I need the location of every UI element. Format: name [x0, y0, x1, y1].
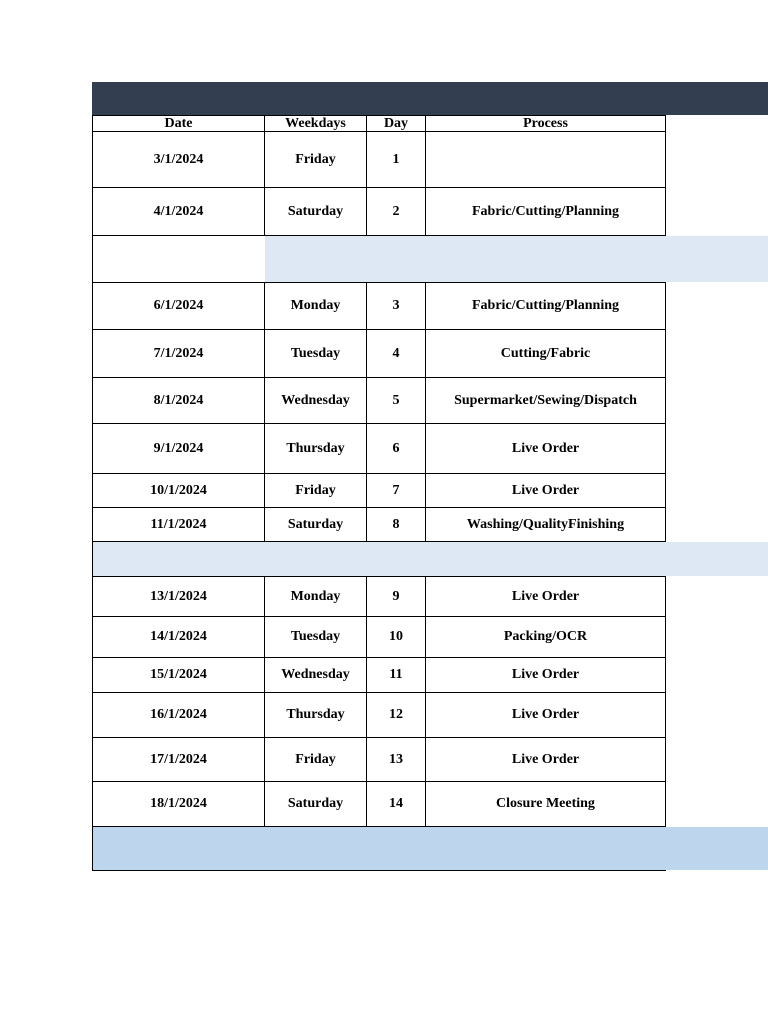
date-cell: 11/1/2024 [93, 508, 265, 541]
process-cell: Cutting/Fabric [500, 345, 591, 361]
day-cell: 6 [367, 424, 426, 473]
table-row [92, 693, 666, 738]
footer-band [92, 827, 768, 870]
header-day: Day [367, 116, 426, 131]
weekday-cell: Friday [265, 474, 367, 507]
date-cell: 9/1/2024 [93, 424, 265, 473]
day-cell: 2 [367, 188, 426, 235]
weekday-cell: Friday [265, 738, 367, 781]
table-row [92, 617, 666, 658]
table-row [92, 330, 666, 378]
process-cell: Packing/OCR [503, 629, 588, 644]
day-cell: 5 [367, 378, 426, 423]
process-cell: Live Order [511, 482, 580, 498]
day-cell: 11 [367, 658, 426, 692]
weekday-cell: Saturday [265, 188, 367, 235]
day-cell: 1 [367, 132, 426, 187]
process-cell: Closure Meeting [496, 796, 595, 811]
date-cell: 13/1/2024 [93, 577, 265, 616]
table-row [92, 188, 666, 236]
day-cell: 8 [367, 508, 426, 541]
weekday-cell: Thursday [265, 424, 367, 473]
day-cell: 10 [367, 617, 426, 657]
date-cell: 4/1/2024 [93, 188, 265, 235]
day-cell: 3 [367, 283, 426, 329]
date-cell: 8/1/2024 [93, 378, 265, 423]
process-cell [426, 132, 665, 187]
date-cell: 17/1/2024 [93, 738, 265, 781]
header-process: Process [523, 116, 568, 131]
weekday-cell: Tuesday [265, 617, 367, 657]
table-row [92, 576, 666, 617]
date-cell: 6/1/2024 [93, 283, 265, 329]
sunday-band [265, 236, 768, 282]
date-cell: 18/1/2024 [93, 782, 265, 826]
process-cell: Washing/QualityFinishing [466, 516, 625, 532]
weekday-cell: Saturday [265, 508, 367, 541]
day-cell: 4 [367, 330, 426, 377]
table-row [92, 132, 666, 188]
day-cell: 12 [367, 693, 426, 737]
date-cell: 15/1/2024 [93, 658, 265, 692]
date-cell: 7/1/2024 [93, 330, 265, 377]
day-cell: 13 [367, 738, 426, 781]
table-row [92, 282, 666, 330]
process-cell: Live Order [511, 751, 580, 767]
weekday-cell: Friday [265, 132, 367, 187]
sunday-gap-cell [92, 236, 266, 283]
weekday-cell: Wednesday [265, 658, 367, 692]
day-cell: 9 [367, 577, 426, 616]
weekday-cell: Wednesday [265, 378, 367, 423]
table-row [92, 658, 666, 693]
table-row [92, 474, 666, 508]
table-header [92, 115, 666, 132]
day-cell: 7 [367, 474, 426, 507]
table-row [92, 508, 666, 542]
weekday-cell: Monday [265, 283, 367, 329]
process-cell: Live Order [511, 667, 580, 682]
title-band [92, 82, 768, 115]
date-cell: 14/1/2024 [93, 617, 265, 657]
sunday-band [92, 542, 768, 576]
header-weekdays: Weekdays [265, 116, 367, 131]
weekday-cell: Tuesday [265, 330, 367, 377]
process-cell: Live Order [511, 588, 580, 604]
weekday-cell: Thursday [265, 693, 367, 737]
process-cell: Fabric/Cutting/Planning [471, 298, 620, 313]
table-row [92, 782, 666, 827]
weekday-cell: Saturday [265, 782, 367, 826]
process-cell: Supermarket/Sewing/Dispatch [454, 392, 637, 408]
date-cell: 3/1/2024 [93, 132, 265, 187]
table-row [92, 424, 666, 474]
date-cell: 16/1/2024 [93, 693, 265, 737]
process-cell: Live Order [511, 707, 580, 722]
footer-rule [92, 870, 666, 871]
header-date: Date [93, 116, 265, 131]
table-row [92, 738, 666, 782]
weekday-cell: Monday [265, 577, 367, 616]
process-cell: Live Order [511, 440, 580, 456]
date-cell: 10/1/2024 [93, 474, 265, 507]
table-row [92, 378, 666, 424]
day-cell: 14 [367, 782, 426, 826]
process-cell: Fabric/Cutting/Planning [471, 203, 620, 219]
